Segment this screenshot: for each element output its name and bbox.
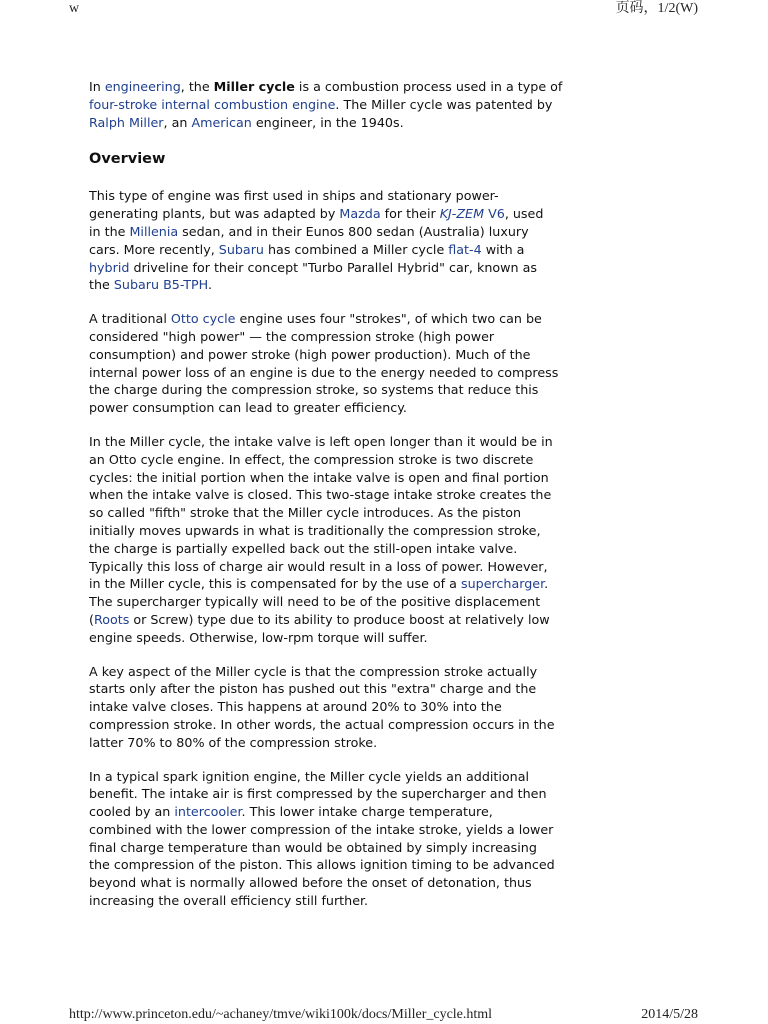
link-subaru-b5-tph[interactable]: Subaru B5-TPH <box>113 277 208 293</box>
intro-paragraph: In engineering, the Miller cycle is a combustion process used in a type of four-stroke internal combustion engine. The Miller cycle was patented by Ralph Miller, an American engineer, in the 1940s. <box>89 79 563 130</box>
link-intercooler[interactable]: intercooler <box>174 804 242 820</box>
link-subaru[interactable]: Subaru <box>218 241 264 257</box>
link-american[interactable]: American <box>191 114 252 130</box>
link-v6[interactable]: V6 <box>488 206 505 222</box>
paragraph-compression: A key aspect of the Miller cycle is that the compression stroke actually starts only after the piston has pushed out this "extra" charge and the intake valve closes. This happens at around 20% to 30% into the compression stroke. In other words, the actual compression occurs in the latter 70% to 80% of the compression stroke. <box>89 663 555 750</box>
page-footer-url: http://www.princeton.edu/~achaney/tmve/wiki100k/docs/Miller_cycle.html <box>69 1007 493 1022</box>
page-header-page-number: 页码，1/2(W) <box>615 1 698 16</box>
link-engineering[interactable]: engineering <box>104 79 181 94</box>
link-roots[interactable]: Roots <box>93 611 130 627</box>
page-header-left: w <box>69 1 80 16</box>
link-ralph-miller[interactable]: Ralph Miller <box>89 114 164 130</box>
paragraph-miller-intake: In the Miller cycle, the intake valve is left open longer than it would be in an Otto cycle engine. In effect, the compression stroke is two discrete cycles: the initial portion when the intake valve is open and final portion when the intake valve is closed. This two-stage intake stroke creates the so called "fifth" stroke that the Miller cycle introduces. As the piston initially moves upwards in what is traditionally the compression stroke, the charge is partially expelled back out the still-open intake valve. Typically this loss of charge air would result in a loss of power. However, in the Miller cycle, this is compensated for by the use of a supercharger. The supercharger typically will need to be of the positive displacement (Roots or Screw) type due to its ability to produce boost at relatively low engine speeds. Otherwise, low-rpm torque will suffer. <box>89 433 553 645</box>
paragraph-otto-cycle: A traditional Otto cycle engine uses four "strokes", of which two can be considered "high power" — the compression stroke (high power consumption) and power stroke (high power production). Much of the internal power loss of an engine is due to the energy needed to compress the charge during the compression stroke, so systems that reduce this power consumption can lead to greater efficiency. <box>89 311 559 416</box>
link-mazda[interactable]: Mazda <box>339 206 381 222</box>
link-flat-4[interactable]: flat-4 <box>448 241 482 257</box>
term-miller-cycle: Miller cycle <box>213 79 295 94</box>
link-millenia[interactable]: Millenia <box>129 223 179 239</box>
link-supercharger[interactable]: supercharger <box>460 576 545 592</box>
paragraph-spark-ignition: In a typical spark ignition engine, the Miller cycle yields an additional benefit. The intake air is first compressed by the supercharger and then cooled by an intercooler. This lower intake charge temperature, combined with the lower compression of the intake stroke, yields a lower final charge temperature than would be obtained by simply increasing the compression of the piston. This allows ignition timing to be advanced beyond what is normally allowed before the onset of detonation, thus increasing the overall efficiency still further. <box>89 768 555 909</box>
link-kj-zem[interactable]: KJ-ZEM <box>439 206 485 222</box>
link-four-stroke-engine[interactable]: four-stroke internal combustion engine <box>89 96 336 112</box>
section-heading-overview: Overview <box>89 151 166 168</box>
link-otto-cycle[interactable]: Otto cycle <box>170 311 236 327</box>
paragraph-history: This type of engine was first used in ships and stationary power- generating plants, but was adapted by Mazda for their KJ-ZEM V6, used in the Millenia sedan, and in their Eunos 800 sedan (Australia) luxury cars. More recently, Subaru has combined a Miller cycle flat-4 with a hybrid driveline for their concept "Turbo Parallel Hybrid" car, known as the Subaru B5-TPH. <box>89 188 544 293</box>
link-hybrid[interactable]: hybrid <box>89 259 130 275</box>
page-footer-date: 2014/5/28 <box>641 1007 698 1022</box>
article-body <box>89 78 563 926</box>
